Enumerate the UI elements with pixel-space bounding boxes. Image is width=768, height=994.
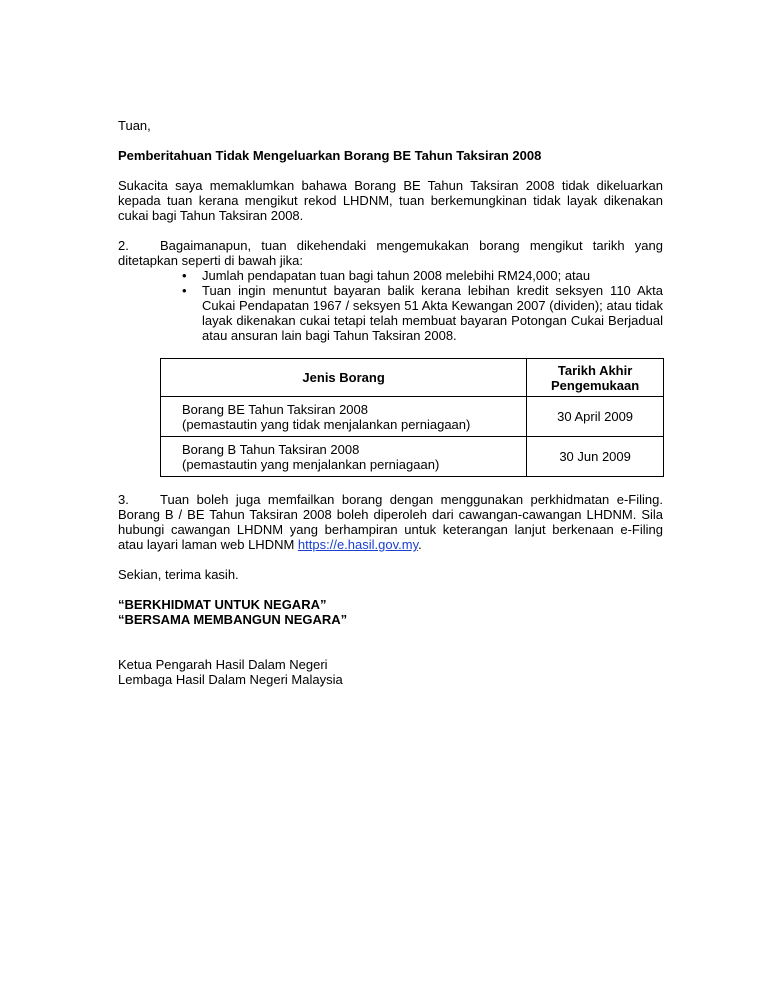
motto-line-2: “BERSAMA MEMBANGUN NEGARA” bbox=[118, 612, 348, 627]
bullet-icon: • bbox=[182, 283, 187, 298]
motto-line-1: “BERKHIDMAT UNTUK NEGARA” bbox=[118, 597, 327, 612]
deadline-table bbox=[160, 358, 664, 477]
condition-text: Tuan ingin menuntut bayaran balik kerana lebihan kredit seksyen 110 Akta Cukai Pendapatan 1967 / seksyen 51 Akta Kewangan 2007 (dividen); atau tidak layak dikenakan cukai tetapi telah membuat bayaran Potongan Cukai Berjadual atau ansuran lain bagi Tahun Taksiran 2008. bbox=[202, 283, 663, 343]
signature-title: Ketua Pengarah Hasil Dalam Negeri bbox=[118, 657, 328, 672]
paragraph-2-text bbox=[118, 238, 663, 268]
closing-line: Sekian, terima kasih. bbox=[118, 567, 239, 582]
paragraph-2 bbox=[118, 238, 663, 343]
salutation: Tuan, bbox=[118, 118, 151, 133]
header-form-type: Jenis Borang bbox=[161, 359, 527, 397]
table-header-row bbox=[161, 359, 664, 397]
lhdnm-website-link[interactable]: https://e.hasil.gov.my bbox=[297, 537, 419, 552]
paragraph-3-end: . bbox=[418, 537, 422, 552]
form-type-cell bbox=[161, 437, 527, 477]
paragraph-3-body: Tuan boleh juga memfailkan borang dengan menggunakan perkhidmatan e-Filing. Borang B / BE Tahun Taksiran 2008 boleh diperoleh dari cawangan-cawangan LHDNM. Sila hubungi cawangan LHDNM yang berhampiran untuk keterangan lanjut berkenaan e-Filing atau layari laman web LHDNM bbox=[118, 492, 663, 552]
paragraph-2-body: Bagaimanapun, tuan dikehendaki mengemukakan borang mengikut tarikh yang ditetapkan seperti di bawah jika: bbox=[118, 238, 663, 268]
paragraph-1: Sukacita saya memaklumkan bahawa Borang BE Tahun Taksiran 2008 tidak dikeluarkan kepada tuan kerana mengikut rekod LHDNM, tuan berkemungkinan tidak layak dikenakan cukai bagi Tahun Taksiran 2008. bbox=[118, 178, 663, 223]
letter-page bbox=[118, 118, 663, 687]
form-description: (pemastautin yang menjalankan perniagaan) bbox=[182, 456, 440, 472]
paragraph-3-number: 3. bbox=[118, 492, 129, 507]
deadline-cell: 30 Jun 2009 bbox=[527, 437, 664, 477]
paragraph-3 bbox=[118, 492, 663, 552]
table-row bbox=[161, 397, 664, 437]
deadline-cell: 30 April 2009 bbox=[527, 397, 664, 437]
bullet-icon: • bbox=[182, 268, 187, 283]
table-row bbox=[161, 437, 664, 477]
signature-organization: Lembaga Hasil Dalam Negeri Malaysia bbox=[118, 672, 343, 687]
form-type-cell bbox=[161, 397, 527, 437]
header-deadline: Tarikh Akhir Pengemukaan bbox=[527, 359, 664, 397]
letter-subject: Pemberitahuan Tidak Mengeluarkan Borang BE Tahun Taksiran 2008 bbox=[118, 148, 542, 163]
condition-text: Jumlah pendapatan tuan bagi tahun 2008 melebihi RM24,000; atau bbox=[202, 268, 591, 283]
form-name: Borang BE Tahun Taksiran 2008 bbox=[182, 401, 368, 417]
form-name: Borang B Tahun Taksiran 2008 bbox=[182, 441, 360, 457]
condition-list bbox=[118, 268, 663, 343]
form-description: (pemastautin yang tidak menjalankan perniagaan) bbox=[182, 416, 471, 432]
condition-item bbox=[182, 283, 663, 343]
paragraph-2-number: 2. bbox=[118, 238, 129, 253]
condition-item bbox=[182, 268, 663, 283]
